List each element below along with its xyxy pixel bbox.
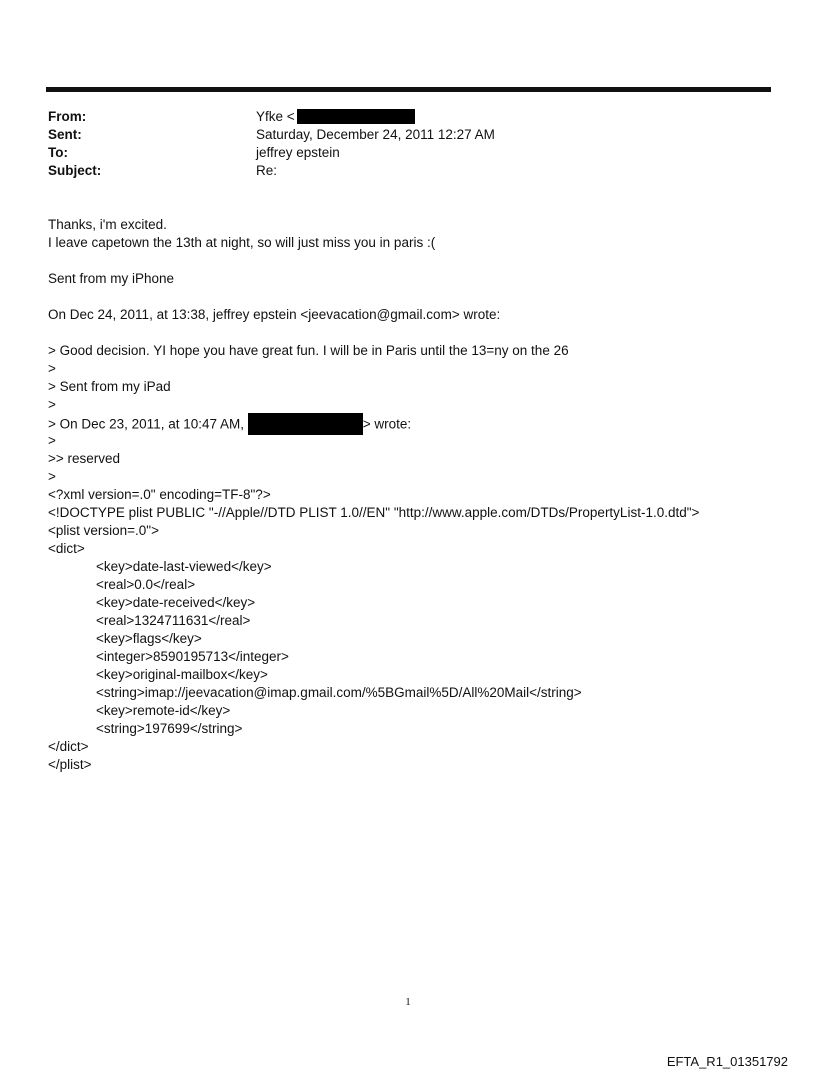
- signature-line: Sent from my iPhone: [48, 271, 175, 286]
- plist-line: </plist>: [48, 757, 92, 772]
- quoted-line: >: [48, 397, 56, 412]
- document-id: EFTA_R1_01351792: [666, 1054, 788, 1069]
- plist-line: <real>0.0</real>: [96, 577, 196, 592]
- redaction-box: [248, 413, 363, 435]
- attribution-suffix: > wrote:: [362, 416, 412, 432]
- plist-line: <key>date-last-viewed</key>: [96, 559, 272, 574]
- plist-line: <key>original-mailbox</key>: [96, 667, 268, 682]
- body-line: I leave capetown the 13th at night, so will just miss you in paris :(: [48, 235, 436, 250]
- plist-line: <dict>: [48, 541, 85, 556]
- top-rule: [46, 87, 771, 92]
- plist-line: <?xml version=.0" encoding=TF-8"?>: [48, 487, 271, 502]
- quote-attribution: On Dec 24, 2011, at 13:38, jeffrey epstein <jeevacation@gmail.com> wrote:: [48, 307, 501, 322]
- plist-line: <integer>8590195713</integer>: [96, 649, 289, 664]
- plist-line: <real>1324711631</real>: [96, 613, 251, 628]
- subject-value: Re:: [256, 163, 278, 178]
- body-line: Thanks, i'm excited.: [48, 217, 167, 232]
- from-sender: Yfke <: [256, 109, 295, 124]
- plist-line: <key>remote-id</key>: [96, 703, 231, 718]
- quoted-line: > Good decision. YI hope you have great fun. I will be in Paris until the 13=ny on the 26: [48, 343, 569, 358]
- quoted-line: >: [48, 433, 56, 448]
- page-number: 1: [405, 996, 411, 1008]
- quoted-line: >: [48, 469, 56, 484]
- quoted-line: >: [48, 361, 56, 376]
- sent-label: Sent:: [48, 127, 82, 142]
- quoted-attribution-line: [48, 414, 788, 432]
- plist-line: <!DOCTYPE plist PUBLIC "-//Apple//DTD PLIST 1.0//EN" "http://www.apple.com/DTDs/PropertyList-1.0.dtd">: [48, 505, 700, 520]
- to-value: jeffrey epstein: [256, 145, 340, 160]
- quoted-line: >> reserved: [48, 451, 121, 466]
- to-label: To:: [48, 145, 68, 160]
- plist-line: <key>flags</key>: [96, 631, 202, 646]
- blank-line: [48, 252, 788, 270]
- plist-line: <string>197699</string>: [96, 721, 243, 736]
- blank-line: [48, 324, 788, 342]
- plist-line: <plist version=.0">: [48, 523, 159, 538]
- redaction-box: [297, 109, 415, 124]
- from-value: [256, 108, 415, 126]
- plist-line: <string>imap://jeevacation@imap.gmail.com/%5BGmail%5D/All%20Mail</string>: [96, 685, 582, 700]
- plist-line: </dict>: [48, 739, 89, 754]
- from-label: From:: [48, 109, 87, 124]
- subject-label: Subject:: [48, 163, 102, 178]
- email-body: [48, 216, 788, 774]
- blank-line: [48, 288, 788, 306]
- attribution-prefix: > On Dec 23, 2011, at 10:47 AM,: [48, 416, 245, 432]
- plist-line: <key>date-received</key>: [96, 595, 256, 610]
- sent-value: Saturday, December 24, 2011 12:27 AM: [256, 127, 495, 142]
- quoted-line: > Sent from my iPad: [48, 379, 171, 394]
